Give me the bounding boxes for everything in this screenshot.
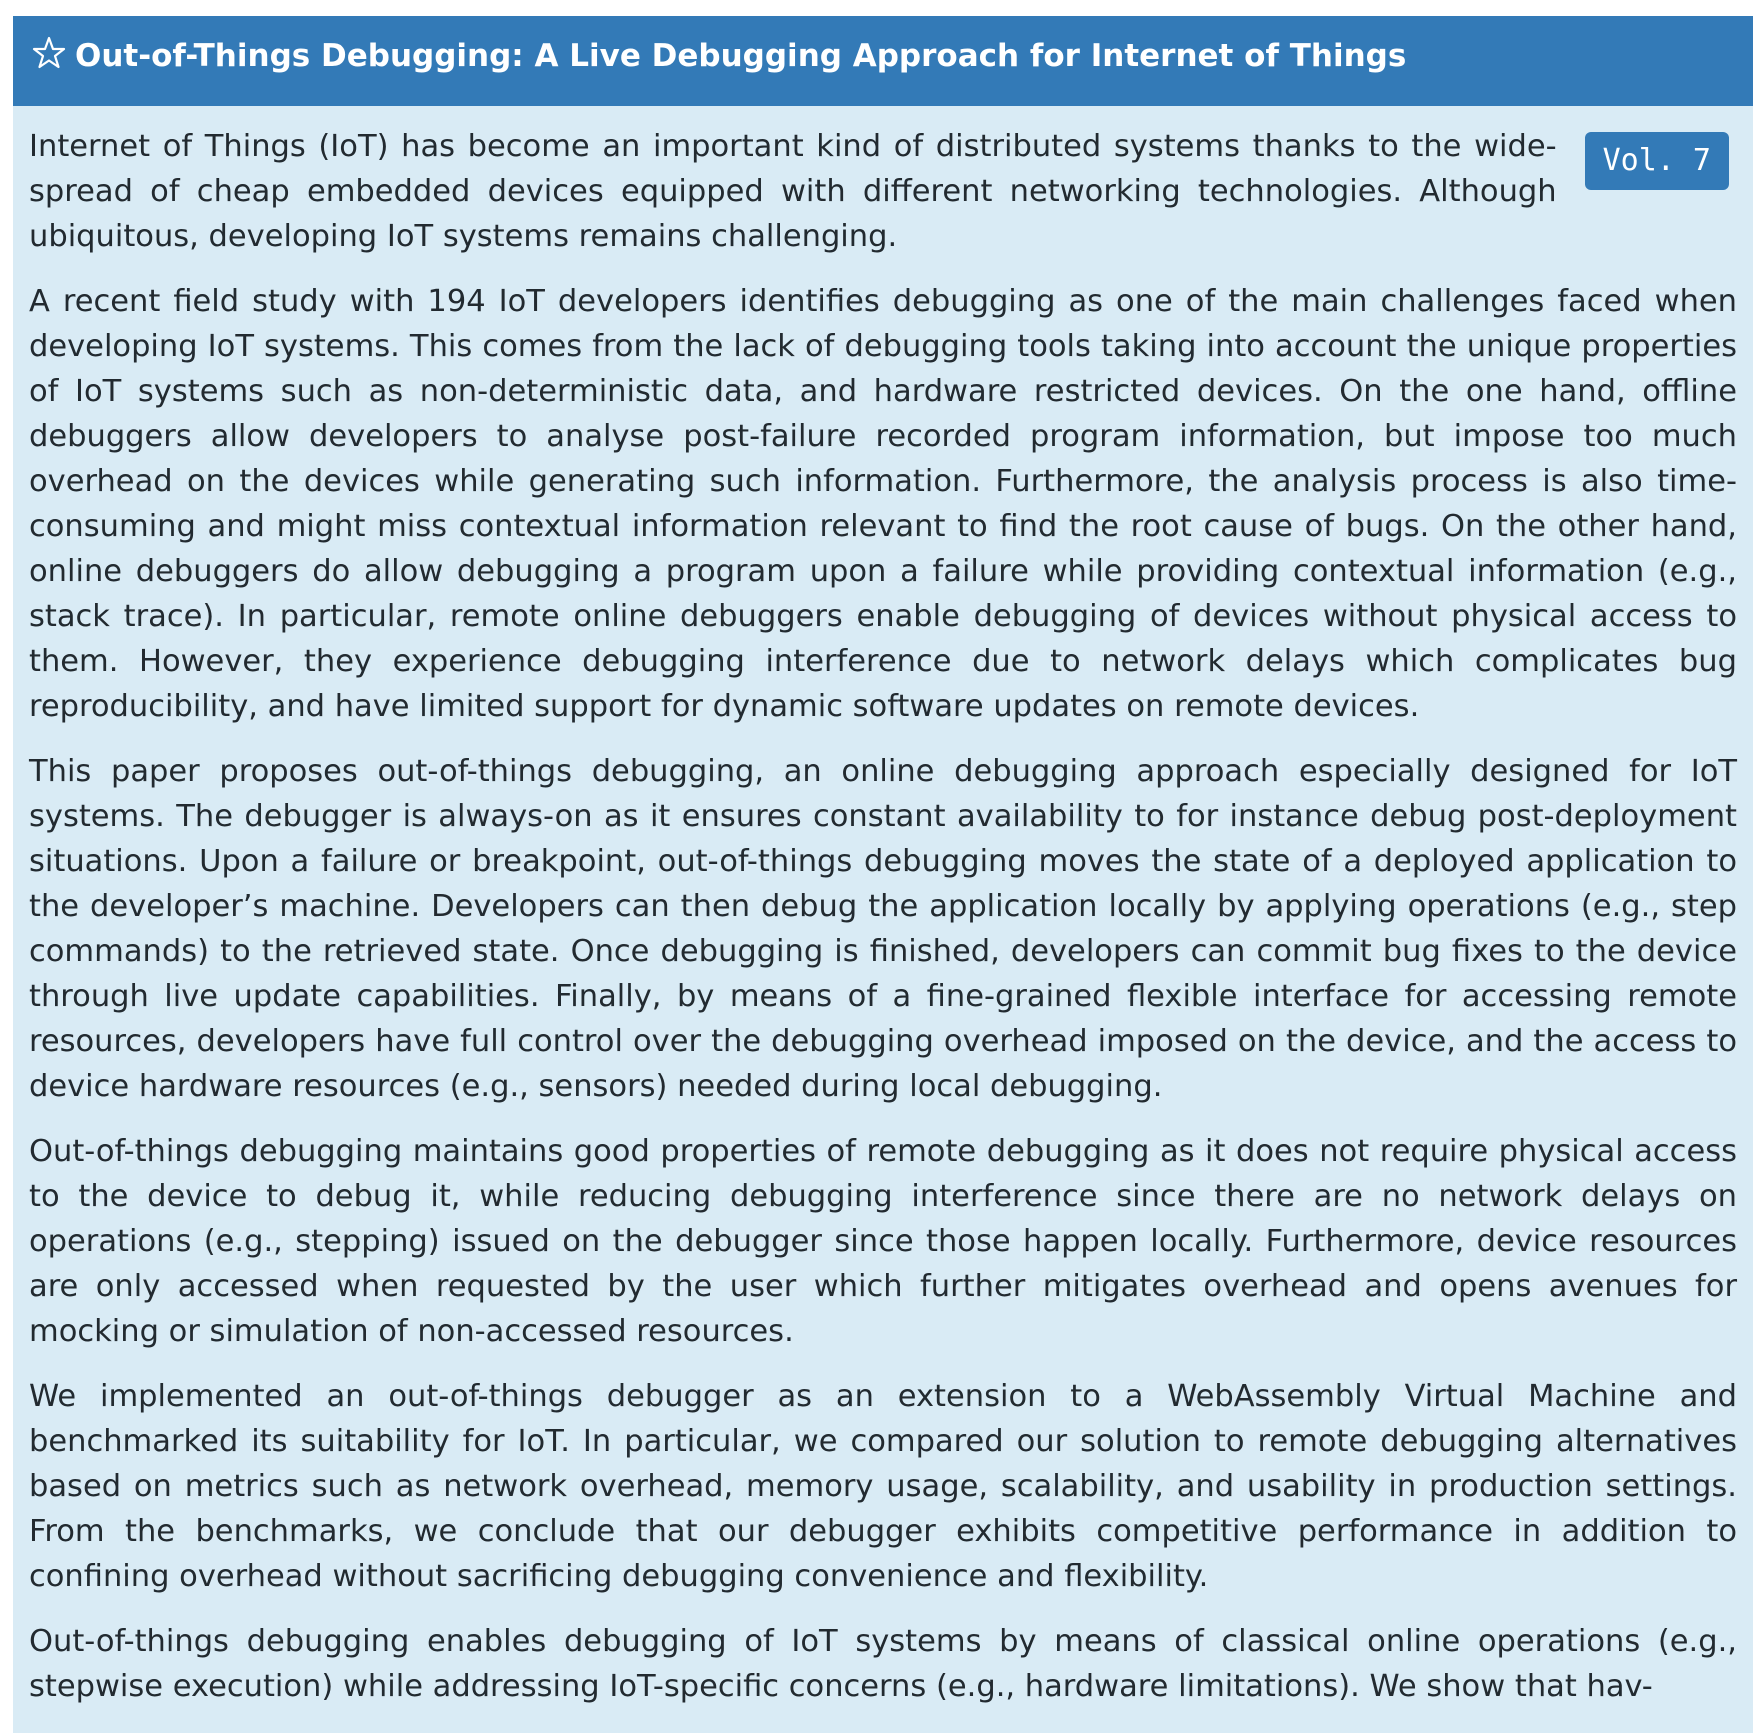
- paragraph-text: Internet of Things (IoT) has become an important kind of distributed systems thanks to the wide-spread of cheap embedded devices equipped with different networking technologies. Although ubiquitous, developing IoT systems remains challenging.: [29, 129, 1557, 254]
- abstract-body: [29, 124, 1737, 1729]
- abstract-panel: [13, 16, 1753, 1733]
- volume-badge: Vol. 7: [1585, 132, 1729, 190]
- paragraph: Out-of-things debugging maintains good properties of remote debugging as it does not require physical access to the device to debug it, while reducing debugging interference since there are no network delays on operations (e.g., stepping) issued on the debugger since those happen locally. Furthermore, device resources are only accessed when requested by the user which further mitigates overhead and opens avenues for mocking or simulation of non-accessed resources.: [29, 1134, 1737, 1349]
- paragraph: We implemented an out-of-things debugger as an extension to a WebAssembly Virtual Machine and benchmarked its suitability for IoT. In particular, we compared our solution to remote debugging alternatives based on metrics such as network overhead, memory usage, scalability, and usability in production settings. From the benchmarks, we conclude that our debugger exhibits competitive performance in addition to confining overhead without sacrificing debugging convenience and flexibility.: [29, 1379, 1737, 1594]
- paragraph: [29, 124, 1737, 259]
- paragraph: A recent field study with 194 IoT developers identifies debugging as one of the main challenges faced when developing IoT systems. This comes from the lack of debugging tools taking into account the unique properties of IoT systems such as non-deterministic data, and hardware restricted devices. On the one hand, offline debuggers allow developers to analyse post-failure recorded program information, but impose too much overhead on the devices while generating such information. Furthermore, the analysis process is also time-consuming and might miss contextual information relevant to find the root cause of bugs. On the other hand, online debuggers do allow debugging a program upon a failure while providing contextual information (e.g., stack trace). In particular, remote online debuggers enable debugging of devices without physical access to them. However, they experience debugging interference due to network delays which complicates bug reproducibility, and have limited support for dynamic software updates on remote devices.: [29, 284, 1737, 724]
- paragraph: This paper proposes out-of-things debugging, an online debugging approach especially designed for IoT systems. The debugger is always-on as it ensures constant availability to for instance debug post-deployment situations. Upon a failure or breakpoint, out-of-things debugging moves the state of a deployed application to the developer’s machine. Developers can then debug the application locally by applying operations (e.g., step commands) to the retrieved state. Once debugging is finished, developers can commit bug fixes to the device through live update capabilities. Finally, by means of a fine-grained flexible interface for accessing remote resources, developers have full control over the debugging overhead imposed on the device, and the access to device hardware resources (e.g., sensors) needed during local debugging.: [29, 754, 1737, 1104]
- title-bar: [13, 16, 1753, 106]
- star-icon: [31, 35, 67, 71]
- paper-title: Out-of-Things Debugging: A Live Debugging Approach for Internet of Things: [75, 38, 1407, 74]
- paragraph: Out-of-things debugging enables debugging of IoT systems by means of classical online operations (e.g., stepwise execution) while addressing IoT-specific concerns (e.g., hardware limitations). We show that hav-: [29, 1624, 1737, 1704]
